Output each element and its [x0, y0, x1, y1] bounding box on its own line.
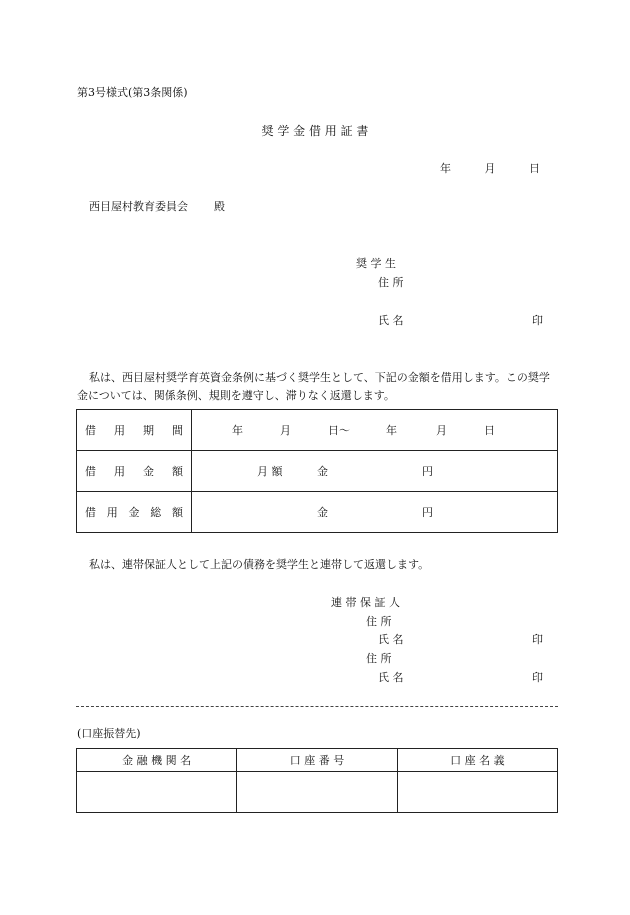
loan-period-row [77, 410, 558, 451]
guarantor-heading: 連 帯 保 証 人 [331, 596, 400, 609]
guarantor-seal-mark-2: 印 [532, 671, 543, 684]
guarantor-address-label-2: 住 所 [366, 652, 392, 665]
loan-period-value[interactable]: 年 月 日〜 年 月 日 [192, 410, 558, 451]
guarantor-statement: 私は、連帯保証人として上記の債務を奨学生と連帯して返還します。 [89, 558, 430, 571]
loan-total-value[interactable]: 金 円 [192, 492, 558, 533]
loan-amount-label: 借 用 金 額 [77, 451, 192, 492]
student-address-label: 住 所 [378, 276, 404, 289]
guarantor-name-label-1: 氏 名 [378, 633, 404, 646]
account-header-row [77, 749, 558, 772]
form-number: 第3号様式(第3条関係) [77, 86, 188, 99]
guarantor-address-label-1: 住 所 [366, 615, 392, 628]
date-month: 月 [484, 162, 496, 175]
date-day: 日 [529, 162, 540, 175]
document-title: 奨 学 金 借 用 証 書 [261, 124, 369, 138]
bank-name-field[interactable] [77, 772, 237, 813]
account-table [76, 748, 558, 813]
student-heading: 奨 学 生 [356, 257, 396, 270]
student-seal-mark: 印 [532, 314, 543, 327]
student-name-label: 氏 名 [378, 314, 404, 327]
statement-paragraph: 私は、西目屋村奨学育英資金条例に基づく奨学生として、下記の金額を借用します。この奨学金については、関係条例、規則を遵守し、滞りなく返還します。 [77, 371, 550, 402]
loan-period-label: 借 用 期 間 [77, 410, 192, 451]
addressee-name: 西目屋村教育委員会 [89, 200, 188, 213]
date-line [440, 160, 540, 176]
loan-amount-value[interactable]: 月 額 金 円 [192, 451, 558, 492]
date-year: 年 [440, 162, 451, 175]
guarantor-name-label-2: 氏 名 [378, 671, 404, 684]
loan-table [76, 409, 558, 533]
header-account-holder: 口 座 名 義 [397, 749, 557, 772]
addressee-honorific: 殿 [214, 200, 225, 213]
addressee [89, 198, 225, 214]
account-number-field[interactable] [237, 772, 397, 813]
header-account-number: 口 座 番 号 [237, 749, 397, 772]
account-section-label: (口座振替先) [77, 727, 141, 740]
loan-total-row [77, 492, 558, 533]
loan-total-label: 借 用 金 総 額 [77, 492, 192, 533]
account-entry-row [77, 772, 558, 813]
cut-line-divider [76, 706, 558, 707]
account-holder-field[interactable] [397, 772, 557, 813]
loan-amount-row [77, 451, 558, 492]
header-bank-name: 金 融 機 関 名 [77, 749, 237, 772]
guarantor-seal-mark-1: 印 [532, 633, 543, 646]
